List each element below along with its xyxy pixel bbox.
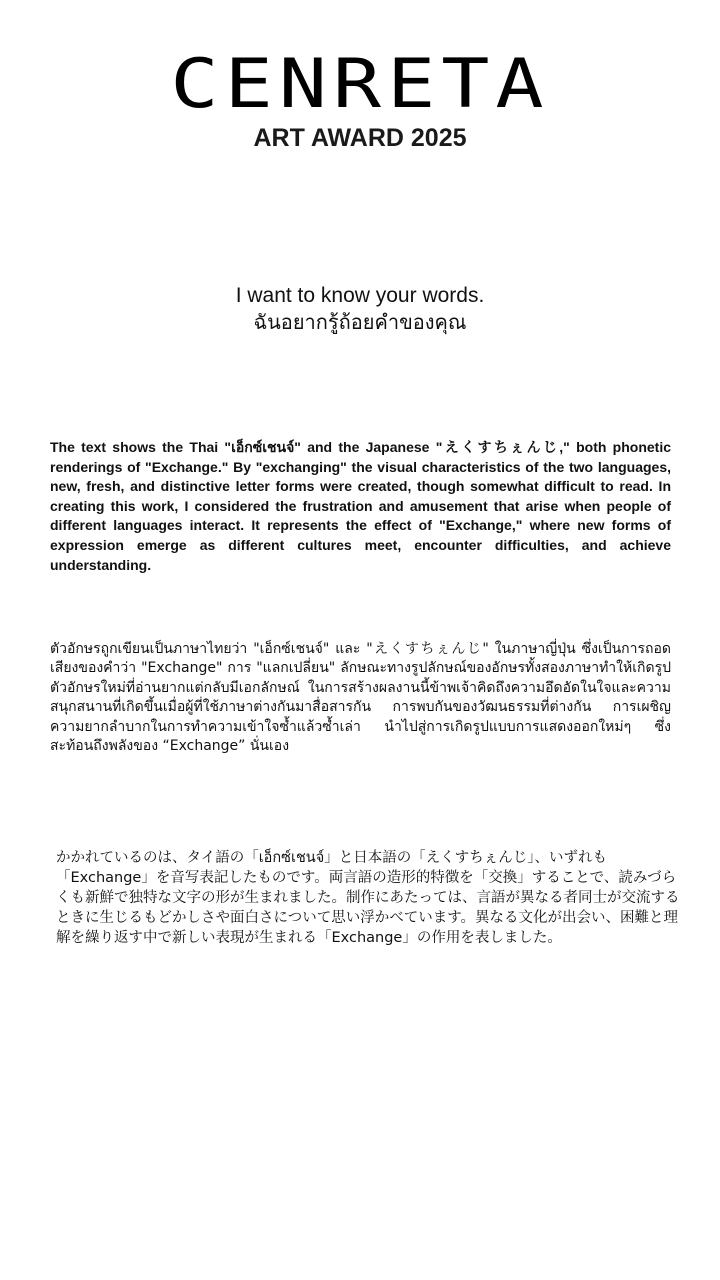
description-thai: ตัวอักษรถูกเขียนเป็นภาษาไทยว่า "เอ็กซ์เชนจ์" และ "えくすちぇんじ" ในภาษาญี่ปุ่น ซึ่งเป็นการถอดเสียงของคำว่า "Exchange" การ "แลกเปลี่ยน" ลักษณะทางรูปลักษณ์ของอักษรทั้งสองภาษาทำให้เกิดรูปตัวอักษรใหม่ที่อ่านยากแต่กลับมีเอกลักษณ์ ในการสร้างผลงานนี้ข้าพเจ้าคิดถึงความอึดอัดในใจและความสนุกสนานที่เกิดขึ้นเมื่อผู้ที่ใช้ภาษาต่างกันมาสื่อสารกัน การพบกันของวัฒนธรรมที่ต่างกัน การเผชิญความยากลำบากในการทำความเข้าใจซ้ำแล้วซ้ำเล่า นำไปสู่การเกิดรูปแบบการแสดงออกใหม่ๆ ซึ่งสะท้อนถึงพลังของ “Exchange” นั่นเอง — [50, 641, 671, 755]
description-japanese: かかれているのは、タイ語の「เอ็กซ์เชนจ์」と日本語の「えくすちぇんじ」、いずれも「Exchange」を音写表記したものです。両言語の造形的特徴を「交換」することで、読みづらくも新鮮で独特な文字の形が生まれました。制作にあたっては、言語が異なる者同士が交流するときに生じるもどかしさや面白さについて思い浮かべています。異なる文化が出会い、困難と理解を繰り返す中で新しい表現が生まれる「Exchange」の作用を表しました。 — [56, 850, 680, 946]
logo-subtitle: ART AWARD 2025 — [253, 124, 467, 152]
headline-thai: ฉันอยากรู้ถ้อยคำของคุณ — [253, 310, 467, 334]
headline — [0, 282, 720, 336]
event-logo — [0, 44, 720, 152]
description-english: The text shows the Thai "เอ็กซ์เชนจ์" and the Japanese "えくすちぇんじ," both phonetic renderings of "Exchange." By "exchanging" the visual characteristics of the two languages, new, fresh, and distinctive letter forms were created, though somewhat difficult to read. In creating this work, I considered the frustration and amusement that arise when people of different languages interact. It represents the effect of "Exchange," where new forms of expression emerge as different cultures meet, encounter difficulties, and achieve understanding. — [50, 439, 671, 573]
headline-english: I want to know your words. — [235, 284, 485, 307]
logo-wordmark: CENRETA — [170, 44, 550, 124]
